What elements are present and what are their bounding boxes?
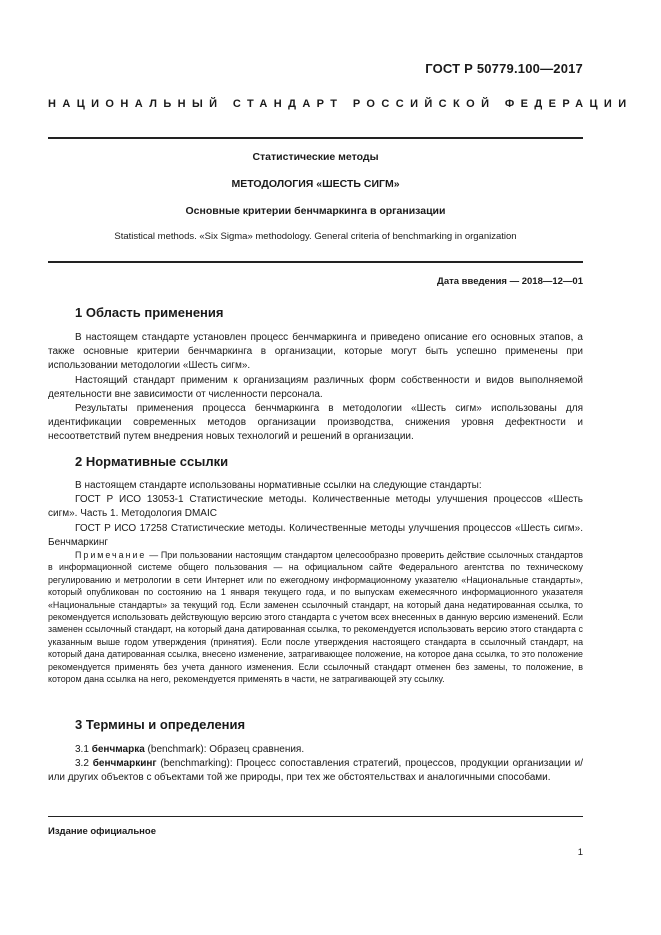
term-definition: 3.1 бенчмарка (benchmark): Образец сравнения.: [75, 744, 305, 755]
normative-reference: ГОСТ Р ИСО 13053-1 Статистические методы. Количественные методы улучшения процессов «Шесть сигм». Часть 1. Методология DMAIC: [48, 494, 583, 520]
page-number: 1: [577, 847, 583, 858]
national-standard-title: НАЦИОНАЛЬНЫЙ СТАНДАРТ РОССИЙСКОЙ ФЕДЕРАЦИИ: [48, 98, 633, 110]
section-2-heading: 2 Нормативные ссылки: [75, 454, 229, 469]
edition-label: Издание официальное: [48, 826, 156, 837]
gost-number: ГОСТ Р 50779.100—2017: [425, 61, 583, 76]
section-3-heading: 3 Термины и определения: [75, 717, 246, 732]
title-line-1: Статистические методы: [252, 151, 379, 163]
title-line-3: Основные критерии бенчмаркинга в организации: [185, 205, 446, 217]
section-1-heading: 1 Область применения: [75, 305, 224, 320]
section-1-body: [48, 331, 583, 445]
paragraph: В настоящем стандарте использованы нормативные ссылки на следующие стандарты:: [75, 480, 482, 491]
paragraph: В настоящем стандарте установлен процесс бенчмаркинга и приведено описание его основных этапов, а также основные критерии бенчмаркинга в организации, которые могут быть успешно применены при использовании методологии «Шесть сигм».: [48, 332, 583, 372]
introduction-date: Дата введения — 2018—12—01: [437, 276, 583, 287]
footer-rule: [48, 816, 583, 817]
note-label: Примечание: [75, 550, 147, 560]
title-line-2: МЕТОДОЛОГИЯ «ШЕСТЬ СИГМ»: [231, 178, 400, 190]
header-rule: [48, 137, 583, 139]
term: бенчмарка: [91, 744, 145, 755]
note-text: — При пользовании настоящим стандартом целесообразно проверить действие ссылочных стандартов в информационной системе общего пользования — на официальном сайте Федерального агентства по техническому регулированию и метрологии в сети Интернет или по ежегодному информационному указателю «Национальные стандарты», который опубликован по состоянию на 1 января текущего года, и по выпускам ежемесячного информационного указателя «Национальные стандарты» за текущий год. Если заменен ссылочный стандарт, на который дана недатированная ссылка, то рекомендуется использовать действующую версию этого стандарта с учетом всех внесенных в данную версию изменений. Если заменен ссылочный стандарт, на который дана датированная ссылка, то рекомендуется использовать версию этого стандарта с указанным выше годом утверждения (принятия). Если после утверждения настоящего стандарта в ссылочный стандарт, на который дана датированная ссылка, внесено изменение, затрагивающее положение, на которое дана ссылка, то это положение рекомендуется применять без учета данного изменения. Если ссылочный стандарт отменен без замены, то положение, в котором дана ссылка на него, рекомендуется применять в части, не затрагивающей эту ссылку.: [48, 550, 583, 685]
paragraph: Результаты применения процесса бенчмаркинга в методологии «Шесть сигм» использованы для идентификации современных методов организации производства, снижения уровня дефектности и несоответствий путем внедрения новых технологий и решений в организации.: [48, 403, 583, 443]
term-definition: 3.2 бенчмаркинг (benchmarking): Процесс сопоставления стратегий, процессов, продукции организации и/или других объектов с объектами той же природы, при тех же обстоятельствах и аналогичными способами.: [48, 758, 584, 784]
section-3-heading-block: [48, 718, 583, 732]
section-2-heading-block: [48, 455, 583, 469]
section-3-body: [48, 743, 583, 786]
term: бенчмаркинг: [92, 758, 157, 770]
title-rule: [48, 261, 583, 263]
section-2-body: [48, 479, 583, 550]
paragraph: Настоящий стандарт применим к организациям различных форм собственности и видов выполняемой деятельности вне зависимости от численности персонала.: [48, 374, 583, 400]
normative-reference: ГОСТ Р ИСО 17258 Статистические методы. Количественные методы улучшения процессов «Шесть сигм». Бенчмаркинг: [48, 522, 583, 548]
note-block: [48, 549, 583, 685]
section-1-heading-block: [48, 306, 583, 320]
english-title: Statistical methods. «Six Sigma» methodology. General criteria of benchmarking in organization: [114, 231, 517, 242]
